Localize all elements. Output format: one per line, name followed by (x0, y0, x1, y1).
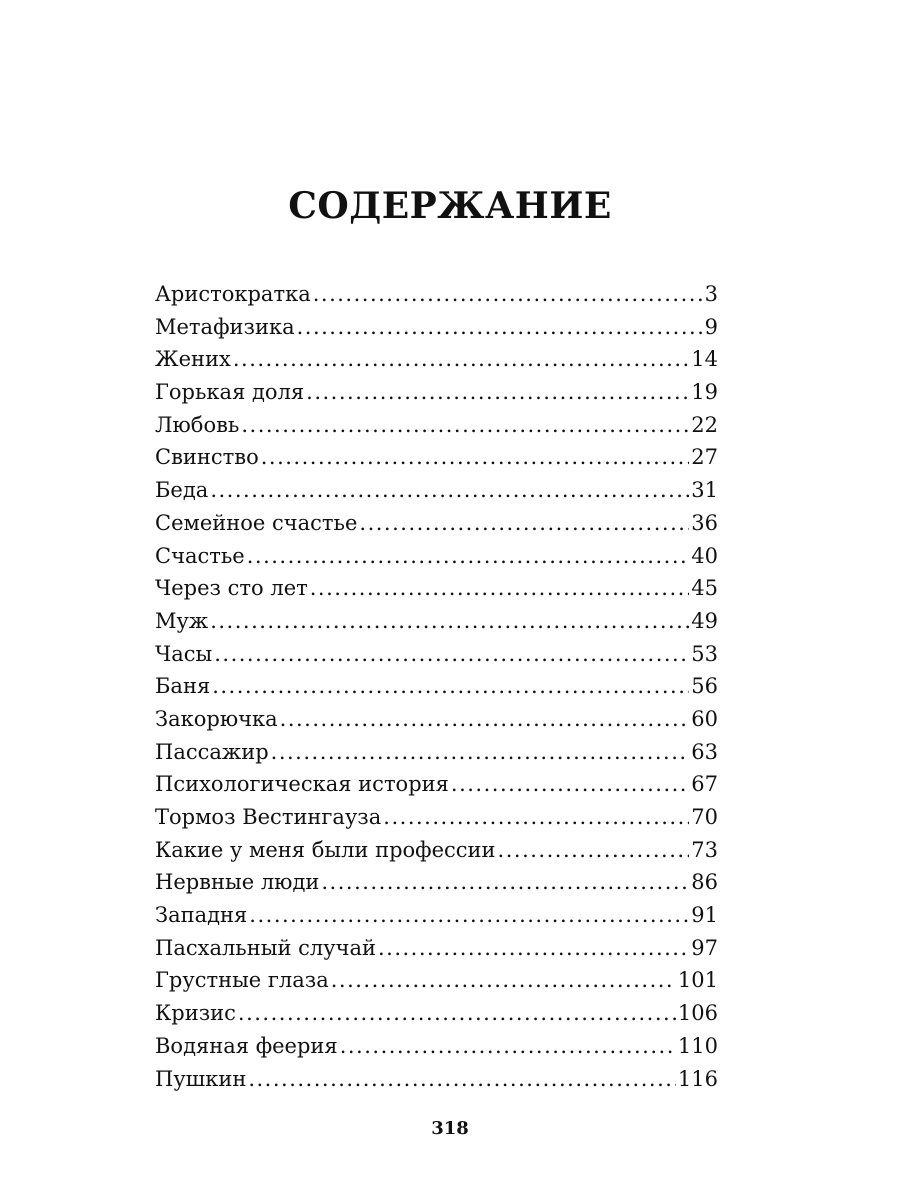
toc-entry[interactable] (155, 768, 718, 801)
toc-dot-leader (383, 801, 689, 834)
toc-entry-title: Закорючка (155, 706, 278, 731)
toc-entry-title: Пасхальный случай (155, 935, 376, 960)
toc-entry-page: 3 (704, 282, 718, 306)
toc-entry[interactable] (155, 638, 718, 671)
toc-entry-title: Муж (155, 608, 209, 633)
toc-entry[interactable] (155, 507, 718, 540)
toc-entry-page: 91 (691, 903, 718, 928)
page-title: СОДЕРЖАНИЕ (288, 185, 612, 227)
toc-dot-leader (238, 997, 676, 1030)
toc-entry-page: 101 (677, 968, 718, 993)
toc-dot-leader (210, 474, 689, 507)
toc-entry[interactable] (155, 540, 718, 573)
toc-dot-leader (359, 507, 689, 540)
toc-dot-leader (280, 703, 690, 736)
toc-entry-page: 73 (691, 837, 718, 862)
toc-entry-title: Через сто лет (155, 576, 308, 601)
toc-entry-page: 106 (677, 1001, 718, 1026)
toc-entry-title: Пассажир (155, 739, 269, 764)
toc-entry-title: Западня (155, 903, 248, 928)
toc-entry[interactable] (155, 670, 718, 703)
toc-entry[interactable] (155, 278, 718, 311)
toc-dot-leader (378, 932, 689, 965)
toc-dot-leader (249, 899, 689, 932)
toc-entry[interactable] (155, 605, 718, 638)
toc-entry-page: 56 (691, 674, 718, 699)
toc-entry-title: Семейное счастье (155, 510, 358, 535)
toc-dot-leader (498, 834, 690, 867)
toc-entry-title: Какие у меня были профессии (155, 837, 496, 862)
toc-entry-page: 14 (691, 347, 718, 372)
toc-entry-title: Грустные глаза (155, 968, 329, 993)
toc-entry-title: Любовь (155, 412, 240, 437)
toc-entry-title: Часы (155, 641, 213, 666)
toc-dot-leader (313, 278, 703, 311)
page-number: 318 (431, 1118, 469, 1139)
toc-entry[interactable] (155, 441, 718, 474)
toc-dot-leader (321, 866, 689, 899)
toc-entry-page: 67 (691, 772, 718, 797)
toc-entry-title: Тормоз Вестингауза (155, 805, 382, 829)
toc-dot-leader (233, 343, 689, 376)
toc-entry-page: 9 (704, 314, 718, 339)
toc-dot-leader (210, 605, 689, 638)
toc-entry-page: 40 (691, 543, 718, 568)
toc-dot-leader (340, 1030, 676, 1063)
toc-dot-leader (451, 768, 689, 801)
toc-dot-leader (241, 409, 689, 442)
toc-entry[interactable] (155, 1063, 718, 1096)
toc-entry[interactable] (155, 572, 718, 605)
toc-entry-page: 63 (691, 739, 718, 764)
toc-dot-leader (261, 441, 690, 474)
toc-dot-leader (297, 311, 703, 344)
toc-entry[interactable] (155, 899, 718, 932)
toc-entry-page: 110 (677, 1033, 718, 1058)
toc-entry-title: Пушкин (155, 1066, 247, 1091)
toc-entry-page: 86 (691, 870, 718, 895)
toc-entry[interactable] (155, 474, 718, 507)
toc-entry[interactable] (155, 964, 718, 997)
toc-dot-leader (331, 964, 676, 997)
toc-dot-leader (247, 540, 690, 573)
toc-entry[interactable] (155, 932, 718, 965)
toc-entry[interactable] (155, 703, 718, 736)
toc-entry-title: Психологическая история (155, 772, 449, 797)
toc-entry[interactable] (155, 834, 718, 867)
toc-entry-title: Счастье (155, 543, 245, 568)
toc-entry[interactable] (155, 866, 718, 899)
toc-entry[interactable] (155, 736, 718, 769)
toc-entry[interactable] (155, 409, 718, 442)
toc-entry-title: Нервные люди (155, 870, 320, 895)
toc-dot-leader (310, 572, 690, 605)
toc-entry-title: Беда (155, 478, 209, 503)
toc-entry-title: Метафизика (155, 314, 295, 339)
toc-entry-page: 60 (691, 706, 718, 731)
toc-entry[interactable] (155, 343, 718, 376)
table-of-contents (155, 278, 718, 1095)
toc-entry-page: 22 (691, 412, 718, 437)
toc-entry-page: 27 (691, 445, 718, 470)
toc-entry[interactable] (155, 376, 718, 409)
toc-entry-page: 19 (691, 380, 718, 405)
toc-entry-page: 45 (691, 576, 718, 601)
toc-entry-title: Аристократка (155, 282, 311, 306)
toc-entry-title: Баня (155, 674, 211, 699)
toc-entry-title: Кризис (155, 1001, 236, 1026)
toc-entry[interactable] (155, 997, 718, 1030)
toc-dot-leader (306, 376, 689, 409)
toc-entry-page: 53 (691, 641, 718, 666)
toc-entry-title: Горькая доля (155, 380, 305, 405)
toc-entry-page: 36 (691, 510, 718, 535)
toc-entry-page: 49 (691, 608, 718, 633)
toc-entry-title: Водяная феерия (155, 1033, 338, 1058)
toc-entry-page: 70 (691, 805, 718, 829)
toc-entry[interactable] (155, 801, 718, 834)
toc-entry[interactable] (155, 311, 718, 344)
toc-dot-leader (271, 736, 690, 769)
toc-entry-title: Свинство (155, 445, 259, 470)
toc-dot-leader (214, 638, 689, 671)
toc-entry-page: 116 (677, 1066, 718, 1091)
toc-entry-page: 97 (691, 935, 718, 960)
toc-entry[interactable] (155, 1030, 718, 1063)
toc-entry-page: 31 (691, 478, 718, 503)
toc-dot-leader (248, 1063, 676, 1096)
toc-entry-title: Жених (155, 347, 231, 372)
toc-dot-leader (212, 670, 689, 703)
